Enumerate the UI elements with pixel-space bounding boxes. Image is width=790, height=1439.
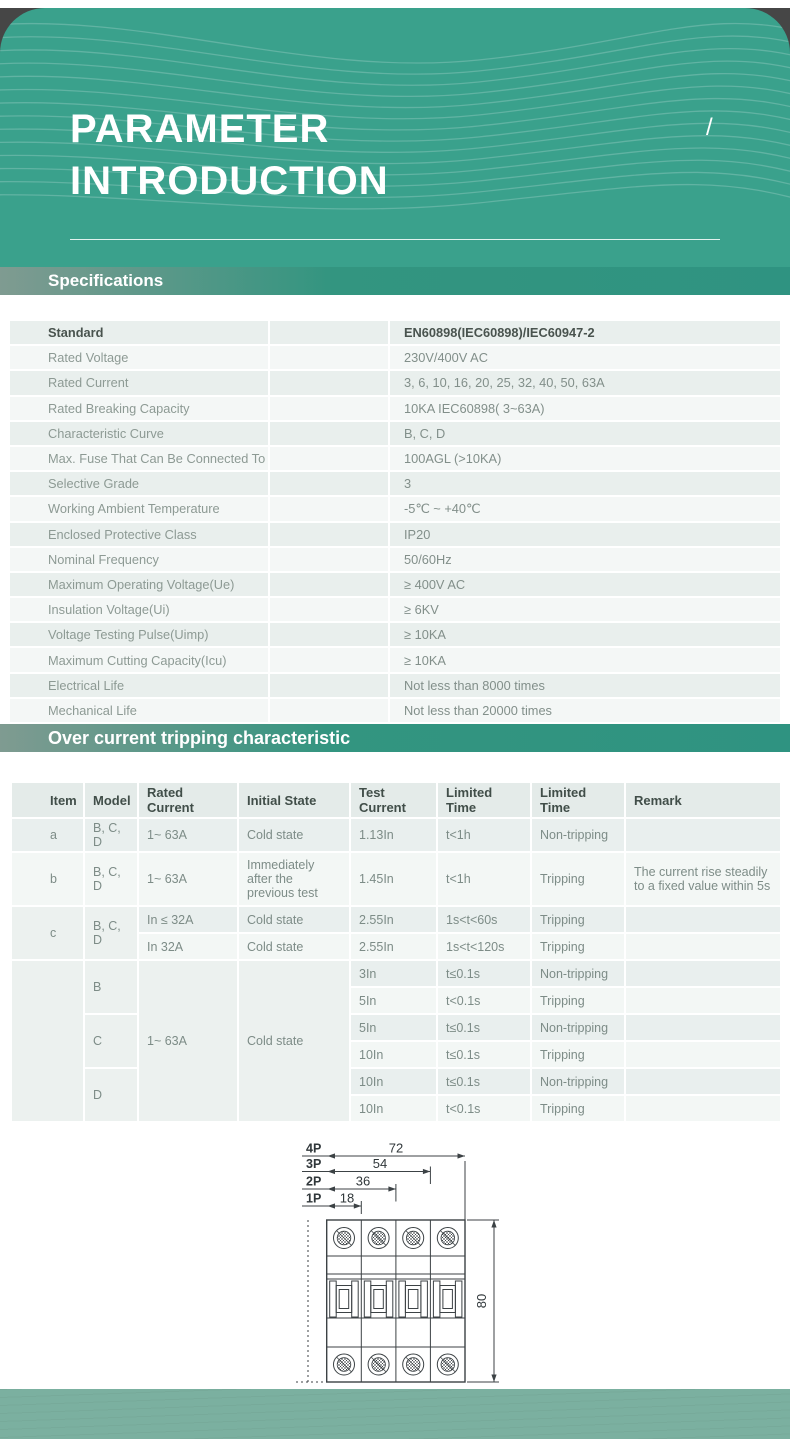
col-header-item: Item [11, 782, 84, 818]
cell-test-current: 1.45In [350, 852, 437, 906]
cell-remark [625, 987, 781, 1014]
cell-rated-current: 1~ 63A [138, 852, 238, 906]
cell-test-current: 5In [350, 987, 437, 1014]
spec-value: EN60898(IEC60898)/IEC60947-2 [390, 321, 780, 344]
height-value-80: 80 [474, 1293, 489, 1309]
spec-row [10, 447, 780, 470]
cell-limited-time-1: t<0.1s [437, 987, 531, 1014]
table-row [11, 906, 781, 933]
dimension-arrows [328, 1153, 497, 1382]
col-header-rated-current: Rated Current [138, 782, 238, 818]
cell-initial-state: Immediately after the previous test [238, 852, 350, 906]
cell-limited-time-2: Non-tripping [531, 1068, 625, 1095]
spec-row [10, 497, 780, 520]
spec-value: B, C, D [390, 422, 780, 445]
cell-model: B, C, D [84, 852, 138, 906]
cell-limited-time-2: Non-tripping [531, 960, 625, 987]
spec-value: ≥ 10KA [390, 623, 780, 646]
spec-row [10, 472, 780, 495]
cell-initial-state: Cold state [238, 960, 350, 1122]
width-value-54: 54 [372, 1156, 388, 1171]
spec-label: Mechanical Life [10, 699, 270, 722]
cell-limited-time-1: t≤0.1s [437, 1041, 531, 1068]
cell-remark [625, 1014, 781, 1041]
col-header-model: Model [84, 782, 138, 818]
spec-label: Characteristic Curve [10, 422, 270, 445]
cell-remark [625, 906, 781, 933]
pole-label-1p: 1P [306, 1191, 322, 1206]
cell-limited-time-2: Tripping [531, 1041, 625, 1068]
cell-initial-state: Cold state [238, 818, 350, 852]
width-value-18: 18 [339, 1190, 355, 1206]
table-row [11, 852, 781, 906]
cell-test-current: 2.55In [350, 906, 437, 933]
page-title [70, 103, 389, 207]
spec-value: -5℃ ~ +40℃ [390, 497, 780, 520]
cell-model: D [84, 1068, 138, 1122]
cell-model: B [84, 960, 138, 1014]
cell-rated-current: In ≤ 32A [138, 906, 238, 933]
cell-remark [625, 1095, 781, 1122]
table-row [11, 960, 781, 987]
section-header-specifications-label: Specifications [48, 271, 164, 290]
spec-value: 10KA IEC60898( 3~63A) [390, 397, 780, 420]
cell-limited-time-2: Non-tripping [531, 1014, 625, 1041]
spec-row [10, 371, 780, 394]
table-row [11, 818, 781, 852]
page-title-line2: INTRODUCTION [70, 159, 389, 203]
cell-item: b [11, 852, 84, 906]
pole-label-2p: 2P [306, 1174, 322, 1189]
width-value-72: 72 [388, 1140, 404, 1156]
cell-test-current: 10In [350, 1068, 437, 1095]
spec-label: Max. Fuse That Can Be Connected To [10, 447, 270, 470]
col-header-remark: Remark [625, 782, 781, 818]
specifications-table [0, 295, 790, 722]
cell-limited-time-2: Tripping [531, 933, 625, 960]
spec-row [10, 548, 780, 571]
cell-rated-current: 1~ 63A [138, 818, 238, 852]
cell-remark [625, 933, 781, 960]
cell-test-current: 10In [350, 1095, 437, 1122]
cell-limited-time-1: t<1h [437, 852, 531, 906]
cell-remark [625, 1041, 781, 1068]
cell-test-current: 10In [350, 1041, 437, 1068]
cell-initial-state: Cold state [238, 906, 350, 933]
cell-limited-time-2: Tripping [531, 987, 625, 1014]
cell-model: C [84, 1014, 138, 1068]
spec-value: IP20 [390, 523, 780, 546]
page-header [0, 8, 790, 267]
spec-row [10, 674, 780, 697]
cell-remark: The current rise steadily to a fixed value within 5s [625, 852, 781, 906]
spec-label: Nominal Frequency [10, 548, 270, 571]
spec-value: ≥ 6KV [390, 598, 780, 621]
spec-label: Rated Breaking Capacity [10, 397, 270, 420]
spec-row [10, 321, 780, 344]
spec-value: 230V/400V AC [390, 346, 780, 369]
col-header-limited-time-1: Limited Time [437, 782, 531, 818]
spec-label: Insulation Voltage(Ui) [10, 598, 270, 621]
cell-limited-time-1: 1s<t<120s [437, 933, 531, 960]
dimension-drawing [10, 1123, 780, 1399]
cell-limited-time-1: t<0.1s [437, 1095, 531, 1122]
section-header-specifications [0, 267, 790, 295]
section-header-tripping [0, 724, 790, 752]
cell-test-current: 3In [350, 960, 437, 987]
spec-row [10, 648, 780, 671]
cell-limited-time-1: t≤0.1s [437, 1068, 531, 1095]
col-header-test-current: Test Current [350, 782, 437, 818]
table-row [11, 1014, 781, 1041]
page-footer [0, 1389, 790, 1439]
spec-value: 50/60Hz [390, 548, 780, 571]
spec-label: Working Ambient Temperature [10, 497, 270, 520]
cell-limited-time-1: t<1h [437, 818, 531, 852]
header-divider-line [70, 239, 720, 240]
spec-row [10, 397, 780, 420]
cell-limited-time-2: Tripping [531, 1095, 625, 1122]
cell-test-current: 5In [350, 1014, 437, 1041]
header-slash-mark: / [706, 114, 713, 141]
width-value-36: 36 [355, 1173, 371, 1189]
table-row [11, 1068, 781, 1095]
cell-item: a [11, 818, 84, 852]
spec-label: Rated Voltage [10, 346, 270, 369]
spec-value: Not less than 8000 times [390, 674, 780, 697]
cell-item: c [11, 906, 84, 960]
spec-value: ≥ 400V AC [390, 573, 780, 596]
spec-label: Selective Grade [10, 472, 270, 495]
cell-model: B, C, D [84, 818, 138, 852]
section-header-tripping-label: Over current tripping characteristic [48, 727, 351, 748]
tripping-section [0, 752, 790, 1123]
cell-limited-time-1: 1s<t<60s [437, 906, 531, 933]
cell-test-current: 1.13In [350, 818, 437, 852]
tripping-header-row [11, 782, 781, 818]
cell-limited-time-1: t≤0.1s [437, 960, 531, 987]
col-header-limited-time-2: Limited Time [531, 782, 625, 818]
spec-label: Maximum Operating Voltage(Ue) [10, 573, 270, 596]
pole-label-4p: 4P [306, 1141, 322, 1156]
spec-label: Standard [10, 321, 270, 344]
cell-limited-time-2: Tripping [531, 852, 625, 906]
spec-value: Not less than 20000 times [390, 699, 780, 722]
cell-limited-time-1: t≤0.1s [437, 1014, 531, 1041]
spec-label: Enclosed Protective Class [10, 523, 270, 546]
cell-initial-state: Cold state [238, 933, 350, 960]
col-header-initial-state: Initial State [238, 782, 350, 818]
pole-label-3p: 3P [306, 1157, 322, 1171]
spec-value: 100AGL (>10KA) [390, 447, 780, 470]
spec-label: Voltage Testing Pulse(Uimp) [10, 623, 270, 646]
cell-remark [625, 818, 781, 852]
cell-limited-time-2: Non-tripping [531, 818, 625, 852]
cell-model: B, C, D [84, 906, 138, 960]
cell-test-current: 2.55In [350, 933, 437, 960]
spec-label: Maximum Cutting Capacity(Icu) [10, 648, 270, 671]
page-title-line1: PARAMETER [70, 107, 330, 151]
spec-label: Rated Current [10, 371, 270, 394]
spec-row [10, 623, 780, 646]
spec-row [10, 346, 780, 369]
spec-row [10, 573, 780, 596]
cell-item [11, 960, 84, 1122]
spec-row [10, 523, 780, 546]
spec-value: 3 [390, 472, 780, 495]
spec-value: ≥ 10KA [390, 648, 780, 671]
spec-label: Electrical Life [10, 674, 270, 697]
tripping-table [10, 781, 782, 1123]
cell-remark [625, 960, 781, 987]
breaker-dimension-diagram [10, 1123, 780, 1399]
spec-value: 3, 6, 10, 16, 20, 25, 32, 40, 50, 63A [390, 371, 780, 394]
spec-row [10, 699, 780, 722]
cell-rated-current: In 32A [138, 933, 238, 960]
spec-row [10, 422, 780, 445]
cell-remark [625, 1068, 781, 1095]
cell-limited-time-2: Tripping [531, 906, 625, 933]
spec-row [10, 598, 780, 621]
cell-rated-current: 1~ 63A [138, 960, 238, 1122]
